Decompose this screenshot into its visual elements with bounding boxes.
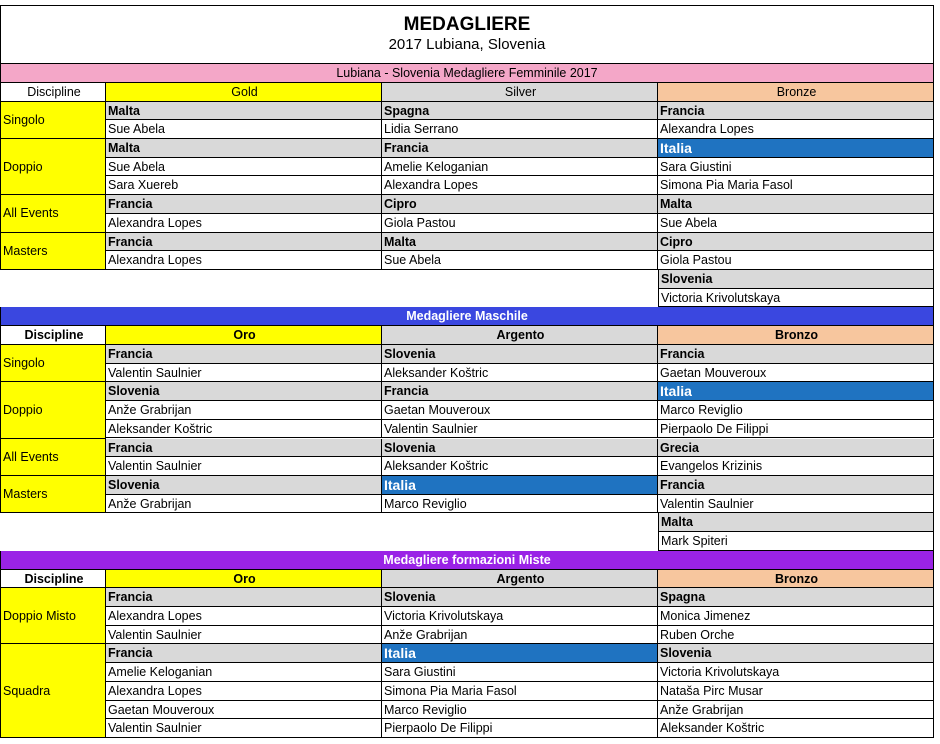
table-row	[106, 176, 934, 195]
discipline-rows	[106, 476, 934, 513]
silver-header: Argento	[382, 326, 658, 345]
country-cell: Francia	[106, 644, 382, 663]
discipline-block	[0, 102, 934, 139]
silver-header: Silver	[382, 83, 658, 102]
country-cell: Francia	[658, 476, 934, 495]
athlete-cell: Aleksander Koštric	[382, 364, 658, 383]
discipline-block	[0, 382, 934, 438]
table-row	[106, 495, 934, 514]
table-row	[106, 120, 934, 139]
athlete-cell: Alexandra Lopes	[106, 251, 382, 270]
athlete-cell: Mark Spiteri	[658, 532, 934, 551]
athlete-cell: Nataša Pirc Musar	[658, 682, 934, 701]
extra-bronze-row	[0, 532, 934, 551]
discipline-header: Discipline	[0, 570, 106, 589]
discipline-rows	[106, 644, 934, 738]
male-banner: Medagliere Maschile	[0, 307, 934, 326]
country-cell: Francia	[106, 195, 382, 214]
country-cell: Malta	[106, 139, 382, 158]
athlete-cell: Gaetan Mouveroux	[106, 701, 382, 720]
extra-bronze-row	[0, 289, 934, 308]
athlete-cell: Valentin Saulnier	[106, 364, 382, 383]
athlete-cell: Alexandra Lopes	[658, 120, 934, 139]
discipline-label: Squadra	[0, 644, 106, 738]
table-row	[106, 588, 934, 607]
gold-header: Oro	[106, 570, 382, 589]
discipline-rows	[106, 102, 934, 139]
athlete-cell: Sue Abela	[106, 158, 382, 177]
country-cell: Slovenia	[382, 345, 658, 364]
country-cell: Francia	[106, 345, 382, 364]
spacer	[0, 270, 658, 289]
athlete-cell: Alexandra Lopes	[106, 214, 382, 233]
discipline-block	[0, 195, 934, 232]
mixed-header-row	[0, 570, 934, 589]
discipline-block	[0, 476, 934, 513]
athlete-cell: Sara Giustini	[658, 158, 934, 177]
athlete-cell: Victoria Krivolutskaya	[658, 289, 934, 308]
discipline-header: Discipline	[0, 326, 106, 345]
table-row	[106, 719, 934, 738]
athlete-cell: Valentin Saulnier	[382, 420, 658, 439]
athlete-cell: Evangelos Krizinis	[658, 457, 934, 476]
discipline-rows	[106, 139, 934, 195]
country-cell: Slovenia	[382, 439, 658, 458]
athlete-cell: Anže Grabrijan	[382, 626, 658, 645]
table-row	[106, 401, 934, 420]
athlete-cell: Sue Abela	[106, 120, 382, 139]
country-cell: Francia	[658, 102, 934, 121]
athlete-cell: Marco Reviglio	[382, 701, 658, 720]
discipline-block	[0, 644, 934, 738]
country-cell: Francia	[106, 233, 382, 252]
discipline-label: Masters	[0, 233, 106, 270]
male-section	[0, 307, 934, 550]
spacer	[0, 289, 658, 308]
athlete-cell: Giola Pastou	[382, 214, 658, 233]
female-section	[0, 64, 934, 307]
discipline-block	[0, 139, 934, 195]
athlete-cell: Marco Reviglio	[382, 495, 658, 514]
discipline-block	[0, 233, 934, 270]
country-cell: Francia	[658, 345, 934, 364]
athlete-cell: Anže Grabrijan	[106, 495, 382, 514]
country-cell: Slovenia	[106, 382, 382, 401]
athlete-cell: Aleksander Koštric	[382, 457, 658, 476]
country-cell: Francia	[106, 588, 382, 607]
table-row	[106, 439, 934, 458]
discipline-rows	[106, 588, 934, 644]
table-row	[106, 420, 934, 439]
discipline-block	[0, 439, 934, 476]
country-cell: Cipro	[382, 195, 658, 214]
country-cell: Slovenia	[106, 476, 382, 495]
country-cell: Francia	[382, 139, 658, 158]
athlete-cell: Victoria Krivolutskaya	[382, 607, 658, 626]
country-cell: Spagna	[658, 588, 934, 607]
country-cell: Malta	[658, 195, 934, 214]
country-cell: Italia	[382, 476, 658, 495]
country-cell: Francia	[382, 382, 658, 401]
country-cell: Malta	[658, 513, 934, 532]
bronze-header: Bronzo	[658, 326, 934, 345]
spacer	[0, 513, 658, 532]
medal-table-sheet	[0, 5, 934, 738]
table-row	[106, 663, 934, 682]
discipline-header: Discipline	[0, 83, 106, 102]
discipline-label: Doppio	[0, 139, 106, 195]
country-cell: Slovenia	[382, 588, 658, 607]
athlete-cell: Aleksander Koštric	[658, 719, 934, 738]
discipline-label: All Events	[0, 439, 106, 476]
bronze-header: Bronze	[658, 83, 934, 102]
discipline-label: All Events	[0, 195, 106, 232]
athlete-cell: Gaetan Mouveroux	[382, 401, 658, 420]
page-title: MEDAGLIERE	[403, 14, 531, 35]
discipline-label: Doppio Misto	[0, 588, 106, 644]
table-row	[106, 457, 934, 476]
table-row	[106, 195, 934, 214]
country-cell: Malta	[106, 102, 382, 121]
athlete-cell: Giola Pastou	[658, 251, 934, 270]
silver-header: Argento	[382, 570, 658, 589]
country-cell: Italia	[658, 382, 934, 401]
gold-header: Oro	[106, 326, 382, 345]
table-row	[106, 139, 934, 158]
female-header-row	[0, 83, 934, 102]
sections-container	[0, 64, 934, 738]
mixed-banner: Medagliere formazioni Miste	[0, 551, 934, 570]
athlete-cell: Alexandra Lopes	[106, 607, 382, 626]
athlete-cell: Gaetan Mouveroux	[658, 364, 934, 383]
table-row	[106, 644, 934, 663]
athlete-cell: Sara Xuereb	[106, 176, 382, 195]
table-row	[106, 607, 934, 626]
country-cell: Spagna	[382, 102, 658, 121]
table-row	[106, 364, 934, 383]
country-cell: Francia	[106, 439, 382, 458]
athlete-cell: Victoria Krivolutskaya	[658, 663, 934, 682]
athlete-cell: Amelie Keloganian	[382, 158, 658, 177]
table-row	[106, 626, 934, 645]
athlete-cell: Pierpaolo De Filippi	[382, 719, 658, 738]
sheet-header	[0, 5, 934, 64]
athlete-cell: Pierpaolo De Filippi	[658, 420, 934, 439]
athlete-cell: Valentin Saulnier	[106, 626, 382, 645]
gold-header: Gold	[106, 83, 382, 102]
discipline-rows	[106, 439, 934, 476]
table-row	[106, 701, 934, 720]
athlete-cell: Anže Grabrijan	[658, 701, 934, 720]
country-cell: Slovenia	[658, 270, 934, 289]
bronze-header: Bronzo	[658, 570, 934, 589]
male-header-row	[0, 326, 934, 345]
table-row	[106, 158, 934, 177]
table-row	[106, 682, 934, 701]
discipline-block	[0, 588, 934, 644]
athlete-cell: Valentin Saulnier	[106, 719, 382, 738]
country-cell: Cipro	[658, 233, 934, 252]
extra-bronze-row	[0, 513, 934, 532]
discipline-block	[0, 345, 934, 382]
athlete-cell: Alexandra Lopes	[382, 176, 658, 195]
athlete-cell: Sara Giustini	[382, 663, 658, 682]
mixed-section	[0, 551, 934, 738]
athlete-cell: Marco Reviglio	[658, 401, 934, 420]
table-row	[106, 251, 934, 270]
table-row	[106, 382, 934, 401]
country-cell: Italia	[382, 644, 658, 663]
athlete-cell: Sue Abela	[658, 214, 934, 233]
athlete-cell: Alexandra Lopes	[106, 682, 382, 701]
discipline-rows	[106, 345, 934, 382]
spacer	[0, 532, 658, 551]
country-cell: Grecia	[658, 439, 934, 458]
discipline-label: Doppio	[0, 382, 106, 438]
athlete-cell: Valentin Saulnier	[658, 495, 934, 514]
table-row	[106, 102, 934, 121]
athlete-cell: Lidia Serrano	[382, 120, 658, 139]
athlete-cell: Simona Pia Maria Fasol	[382, 682, 658, 701]
athlete-cell: Aleksander Koštric	[106, 420, 382, 439]
athlete-cell: Valentin Saulnier	[106, 457, 382, 476]
athlete-cell: Monica Jimenez	[658, 607, 934, 626]
table-row	[106, 233, 934, 252]
discipline-rows	[106, 382, 934, 438]
discipline-label: Masters	[0, 476, 106, 513]
female-banner: Lubiana - Slovenia Medagliere Femminile 2017	[0, 64, 934, 83]
table-row	[106, 345, 934, 364]
athlete-cell: Simona Pia Maria Fasol	[658, 176, 934, 195]
country-cell: Slovenia	[658, 644, 934, 663]
athlete-cell: Amelie Keloganian	[106, 663, 382, 682]
country-cell: Italia	[658, 139, 934, 158]
discipline-label: Singolo	[0, 345, 106, 382]
athlete-cell: Anže Grabrijan	[106, 401, 382, 420]
table-row	[106, 476, 934, 495]
discipline-rows	[106, 195, 934, 232]
athlete-cell: Sue Abela	[382, 251, 658, 270]
table-row	[106, 214, 934, 233]
country-cell: Malta	[382, 233, 658, 252]
discipline-rows	[106, 233, 934, 270]
discipline-label: Singolo	[0, 102, 106, 139]
athlete-cell: Ruben Orche	[658, 626, 934, 645]
page-subtitle: 2017 Lubiana, Slovenia	[388, 36, 546, 53]
extra-bronze-row	[0, 270, 934, 289]
